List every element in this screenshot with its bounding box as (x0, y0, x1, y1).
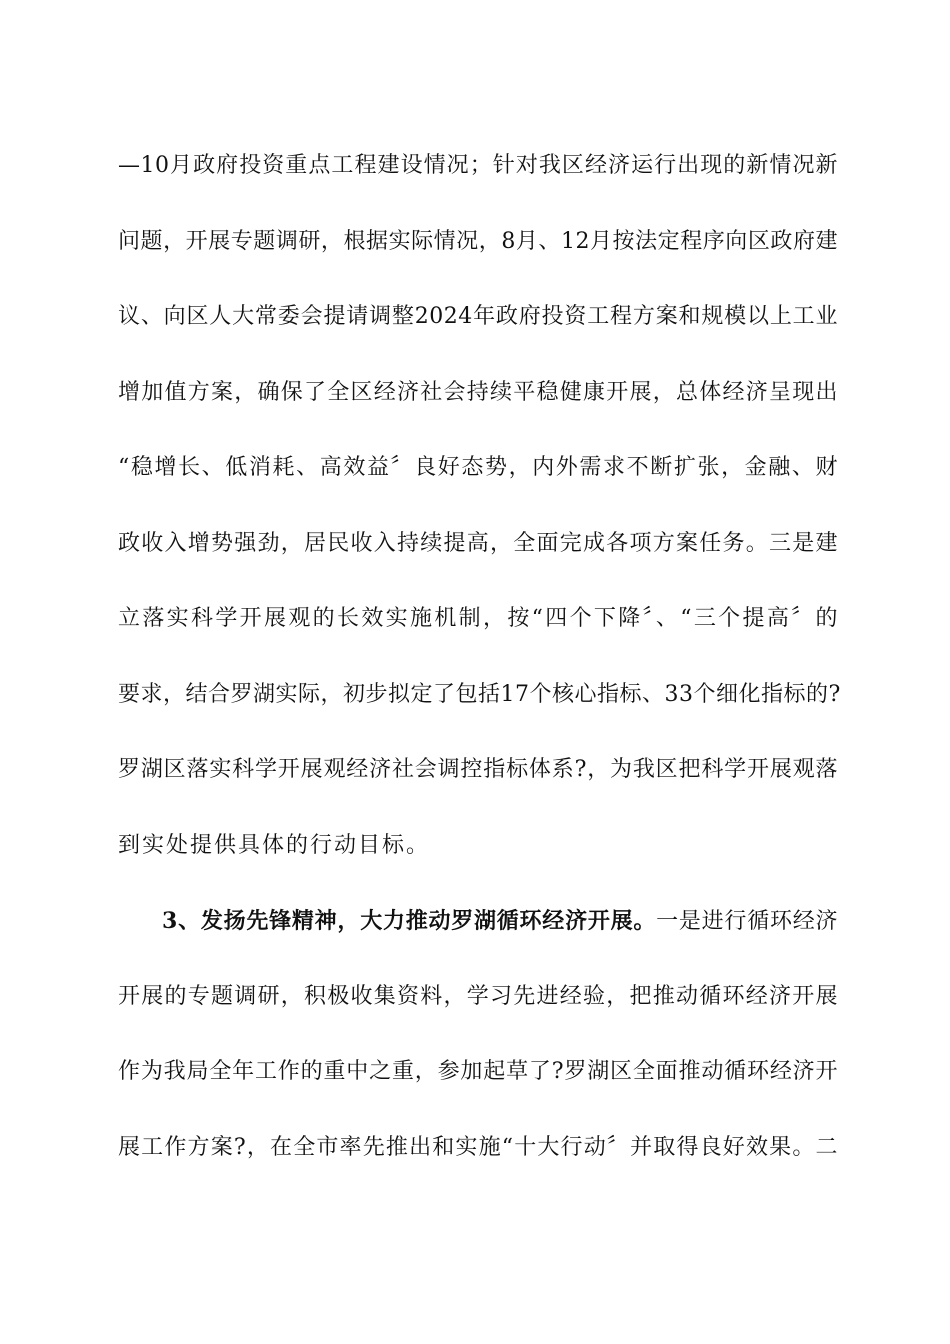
body-text-line: 作为我局全年工作的重中之重，参加起草了?罗湖区全面推动循环经济开 (118, 1059, 838, 1084)
body-text-line: 政收入增势强劲，居民收入持续提高，全面完成各项方案任务。三是建 (118, 531, 838, 556)
section-heading: 3、发扬先锋精神，大力推动罗湖循环经济开展。 (162, 908, 657, 934)
paragraph-first-line (162, 901, 838, 941)
body-text-line: 增加值方案，确保了全区经济社会持续平稳健康开展，总体经济呈现出 (118, 380, 838, 405)
body-text-line: —10月政府投资重点工程建设情况；针对我区经济运行出现的新情况新 (118, 153, 838, 178)
body-text-line: 立落实科学开展观的长效实施机制，按“四个下降〞、“三个提高〞的 (118, 606, 838, 631)
body-text-line: 罗湖区落实科学开展观经济社会调控指标体系?，为我区把科学开展观落 (118, 757, 838, 782)
body-text-line: 要求，结合罗湖实际，初步拟定了包括17个核心指标、33个细化指标的? (118, 682, 841, 707)
body-text-line: 问题，开展专题调研，根据实际情况，8月、12月按法定程序向区政府建 (118, 229, 838, 254)
body-text-line: 展工作方案?，在全市率先推出和实施“十大行动〞并取得良好效果。二 (118, 1135, 838, 1160)
body-text-run: 一是进行循环经济 (656, 909, 838, 934)
body-text-line: 议、向区人大常委会提请调整2024年政府投资工程方案和规模以上工业 (118, 304, 838, 329)
body-text-line: 到实处提供具体的行动目标。 (118, 833, 431, 858)
body-text-line: 开展的专题调研，积极收集资料，学习先进经验，把推动循环经济开展 (118, 984, 838, 1009)
body-text-line: “稳增长、低消耗、高效益〞良好态势，内外需求不断扩张，金融、财 (118, 455, 838, 480)
